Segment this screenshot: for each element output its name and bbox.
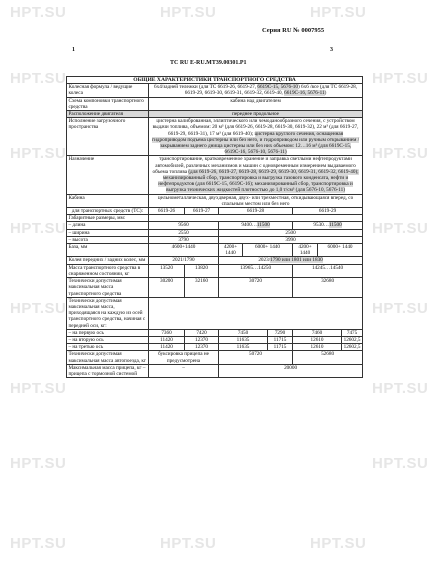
watermark: HPT.SU: [10, 380, 67, 397]
purpose-value: транспортирование, кратковременное хранение и заправка светлыми нефтепродуктами автомобилей, различных механизмов и машин с одновременным измерением выдаваемого объема топлива (для 6619-26, 6619-27, 6619-28, 6619-29, 6619-30, 6619-31, 6619-32, 6619-40); механизированный сбор, транспортировка и выгрузка газового конденсата, нефти и нефтепродуктов (для 6619С-15, 6619С-16); механизированный сбор, транспортировка и выгрузка технических жидкостей плотностью до 1,0 т/см³ (для 5676-10, 5676-11): [149, 156, 363, 194]
model-cell: 6619-28: [219, 208, 293, 215]
layout-label: Схема компоновки транспортного средства: [67, 97, 149, 110]
watermark: HPT.SU: [310, 4, 367, 21]
model-cell: 6619-27: [185, 208, 219, 215]
model-cell: 6619-26: [149, 208, 185, 215]
watermark: HPT.SU: [10, 220, 67, 237]
section-title: ОБЩИЕ ХАРАКТЕРИСТИКИ ТРАНСПОРТНОГО СРЕДСТВА: [67, 77, 363, 84]
model-cell: 6619-29: [293, 208, 363, 215]
body-label: Исполнение загрузочного пространства: [67, 118, 149, 156]
serial-number: Серия RU № 0007955: [262, 27, 325, 34]
mass-label: Масса транспортного средства в снаряженном состоянии, кг: [67, 264, 149, 277]
combo-label: Технически допустимая максимальная масса автопоезда, кг: [67, 351, 149, 364]
cab-value: цельнометаллическая, двухдверная, двух- или трехместная, откидывающаяся вперед, со спальным местом или без него: [149, 194, 363, 207]
tc-number: ТС RU E-RU.МТ39.00301.Р1: [170, 60, 247, 66]
cab-label: Кабина: [67, 194, 149, 207]
watermark: HPT.SU: [10, 455, 67, 472]
engine-label: Расположение двигателя: [67, 111, 149, 118]
watermark: HPT.SU: [372, 70, 428, 87]
page-number-right: 3: [330, 47, 333, 53]
watermark: HPT.SU: [160, 4, 217, 21]
body-value: цистерна калиброванная, эллиптического или чемоданообразного сечения, с устройством выдачи топлива, объемом: 20 м³ (для 6619-26, 6619-28, 6619-30, 6619-32), 22 м³ (для 6619-27, 6619-29, 6619-31), 17 м³ (для 6619-40); цистерна круглого сечения, оснащенная гидроприводом подъема цистерны или без него, и гидроприводом или ручным открыванием /закрыванием заднего днища цистерны или без них объемом: 12…16 м³ (для 6619С-15, 6619С-16, 5676-10, 5676-11): [149, 118, 363, 156]
watermark: HPT.SU: [10, 4, 67, 21]
characteristics-table: ОБЩИЕ ХАРАКТЕРИСТИКИ ТРАНСПОРТНОГО СРЕДСТВА Колесная формула / ведущие колеса 6х4/задней тележки (для ТС 6619-26, 6619-27, 6619С-15, 5676-10) 6х6 /все (для ТС 6619-28, 6619-29, 6619-30, 6619-31, 6619-32, 6619-40, 6619С-16, 5676-11) Схема компоновки транспортного средства кабина над двигателем Расположение двигателя переднее продольное Исполнение загрузочного пространства цистерна калиброванная, эллиптического или чемоданообразного сечения, с устройством выдачи топлива, объемом: 20 м³ (для 6619-26, 6619-28, 6619-30, 6619-32), 22 м³ (для 6619-27, 6619-29, 6619-31), 17 м³ (для 6619-40); цистерна круглого сечения, оснащенная гидроприводом подъема цистерны или без него, и гидроприводом или ручным открыванием /закрыванием заднего днища цистерны или без них объемом: 12…16 м³ (для 6619С-15, 6619С-16, 5676-10, 5676-11) Назначение транспортирование, кратковременное хранение и заправка светлыми нефтепродуктами автомобилей, различных механизмов и машин с одновременным измерением выдаваемого объема топлива (для 6619-26, 6619-27, 6619-28, 6619-29, 6619-30, 6619-31, 6619-32, 6619-40); механизированный сбор, транспортировка и выгрузка газового конденсата, нефти и нефтепродуктов (для 6619С-15, 6619С-16); механизированный сбор, транспортировка и выгрузка технических жидкостей плотностью до 1,0 т/см³ (для 5676-10, 5676-11) Кабина цельнометаллическая, двухдверная, двух- или трехместная, откидывающаяся вперед, со спальным местом или без него для транспортных средств (ТС): 6619-26 6619-27 6619-28 6619-29 Габаритные размеры, мм: – длина 9560 9400…11500 9530…11500 – ширина 2550 2500 – высота 3790 3990 База, мм 4600+1440 4200+ 1440 6000+ 1440 4200+ 1440 6000+ 1440 Колея передних / задних колес, мм 2021/1790 2023/1790 или 1801 или 1830 Масса транспортного средства в снаряженном состоянии, кг 13520 13820 13965…14250 14245…14540 Технически допустимая максимальная масса транспортного средства 30200 32160 30720 32680 Технически допустимая максимальная масса, приходящаяся на каждую из осей транспортного средства, начиная с передней оси, кг: – на первую ось 7360 7420 7450 7290 7460 7475 – на вторую ось 11420 12370 11635 11715 12610 12602,5 – на третью ось 11420 12370 11635 11715 12610 12602,5 Технически допустимая максимальная масса автопоезда, кг буксировка прицепа не предусмотрена 50720 52680 Максимальная масса прицепа, кг – прицепа с тормозной системой – 20000: [66, 76, 363, 378]
dims-label: Габаритные размеры, мм:: [67, 215, 149, 222]
watermark: HPT.SU: [372, 455, 428, 472]
tmax-label: Технически допустимая максимальная масса транспортного средства: [67, 278, 149, 298]
length-label: – длина: [67, 222, 149, 229]
watermark: HPT.SU: [372, 300, 428, 317]
axle-label: Технически допустимая максимальная масса, приходящаяся на каждую из осей транспортного средства, начиная с передней оси, кг:: [67, 297, 149, 329]
watermark: HPT.SU: [372, 380, 428, 397]
track-label: Колея передних / задних колес, мм: [67, 257, 149, 264]
width-label: – ширина: [67, 229, 149, 236]
watermark: HPT.SU: [310, 535, 367, 552]
watermark: HPT.SU: [10, 145, 67, 162]
page-number-left: 1: [72, 47, 75, 53]
wheel-label: Колесная формула / ведущие колеса: [67, 84, 149, 97]
wheel-value: 6х4/задней тележки (для ТС 6619-26, 6619-27, 6619С-15, 5676-10) 6х6 /все (для ТС 6619-28, 6619-29, 6619-30, 6619-31, 6619-32, 6619-40, 6619С-16, 5676-11): [149, 84, 363, 97]
height-label: – высота: [67, 236, 149, 243]
layout-value: кабина над двигателем: [149, 97, 363, 110]
watermark: HPT.SU: [10, 300, 67, 317]
axle2-label: – на вторую ось: [67, 336, 149, 343]
axle3-label: – на третью ось: [67, 344, 149, 351]
watermark: HPT.SU: [10, 535, 67, 552]
watermark: HPT.SU: [160, 535, 217, 552]
engine-value: переднее продольное: [149, 111, 363, 118]
purpose-label: Назначение: [67, 156, 149, 194]
axle1-label: – на первую ось: [67, 329, 149, 336]
base-label: База, мм: [67, 244, 149, 257]
watermark: HPT.SU: [372, 145, 428, 162]
watermark: HPT.SU: [372, 220, 428, 237]
trailer-label: Максимальная масса прицепа, кг – прицепа с тормозной системой: [67, 364, 149, 377]
watermark: HPT.SU: [10, 70, 67, 87]
tc-models-label: для транспортных средств (ТС):: [67, 208, 149, 215]
